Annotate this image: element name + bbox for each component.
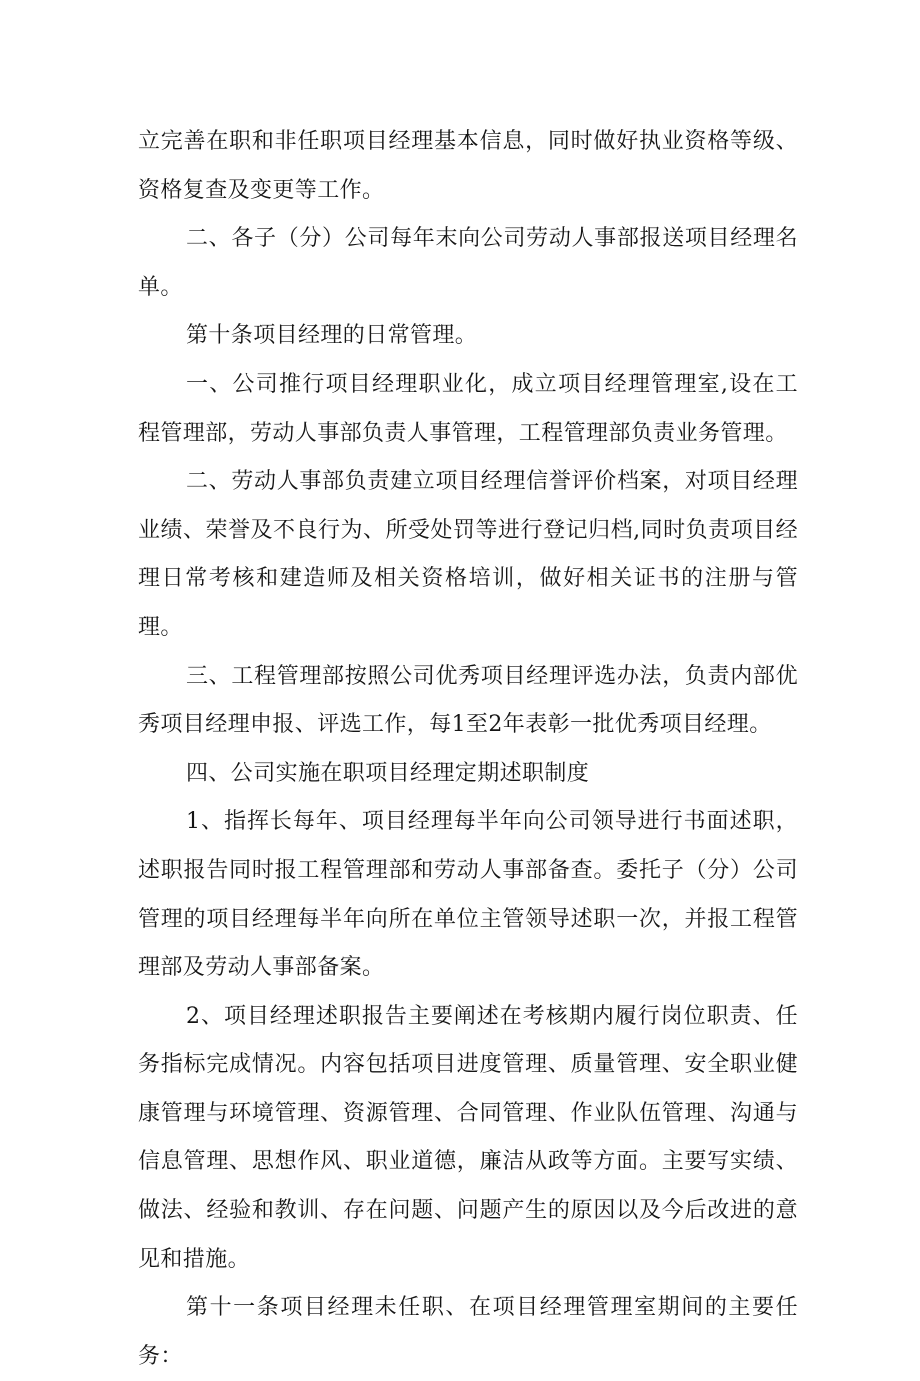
paragraph-continuation: 立完善在职和非任职项目经理基本信息，同时做好执业资格等级、资格复查及变更等工作。 (138, 129, 798, 203)
paragraph-item-1-professionalization: 一、公司推行项目经理职业化，成立项目经理管理室,设在工程管理部，劳动人事部负责人事管理，工程管理部负责业务管理。 (138, 371, 798, 446)
paragraph-subitem-2-report-content: 2、项目经理述职报告主要阐述在考核期内履行岗位职责、任务指标完成情况。内容包括项目进度管理、质量管理、安全职业健康管理与环境管理、资源管理、合同管理、作业队伍管理、沟通与信息管理、思想作风、职业道德，廉洁从政等方面。主要写实绩、做法、经验和教训、存在问题、问题产生的原因以及今后改进的意见和措施。 (138, 1003, 798, 1272)
document-body (138, 118, 798, 1381)
paragraph-item-3-excellence-selection: 三、工程管理部按照公司优秀项目经理评选办法，负责内部优秀项目经理申报、评选工作，每1至2年表彰一批优秀项目经理。 (138, 663, 798, 738)
paragraph-item-2-roster: 二、各子（分）公司每年末向公司劳动人事部报送项目经理名单。 (138, 226, 798, 300)
article-10-heading: 第十条项目经理的日常管理。 (186, 323, 478, 349)
paragraph-subitem-1-written-report: 1、指挥长每年、项目经理每半年向公司领导进行书面述职，述职报告同时报工程管理部和劳动人事部备查。委托子（分）公司管理的项目经理每半年向所在单位主管领导述职一次，并报工程管理部及劳动人事部备案。 (138, 809, 798, 981)
paragraph-item-2-credit-archive: 二、劳动人事部负责建立项目经理信誉评价档案，对项目经理业绩、荣誉及不良行为、所受处罚等进行登记归档,同时负责项目经理日常考核和建造师及相关资格培训，做好相关证书的注册与管理。 (138, 469, 798, 640)
paragraph-item-4-reporting-system: 四、公司实施在职项目经理定期述职制度 (186, 760, 590, 786)
article-11-heading: 第十一条项目经理未任职、在项目经理管理室期间的主要任务： (138, 1295, 798, 1369)
